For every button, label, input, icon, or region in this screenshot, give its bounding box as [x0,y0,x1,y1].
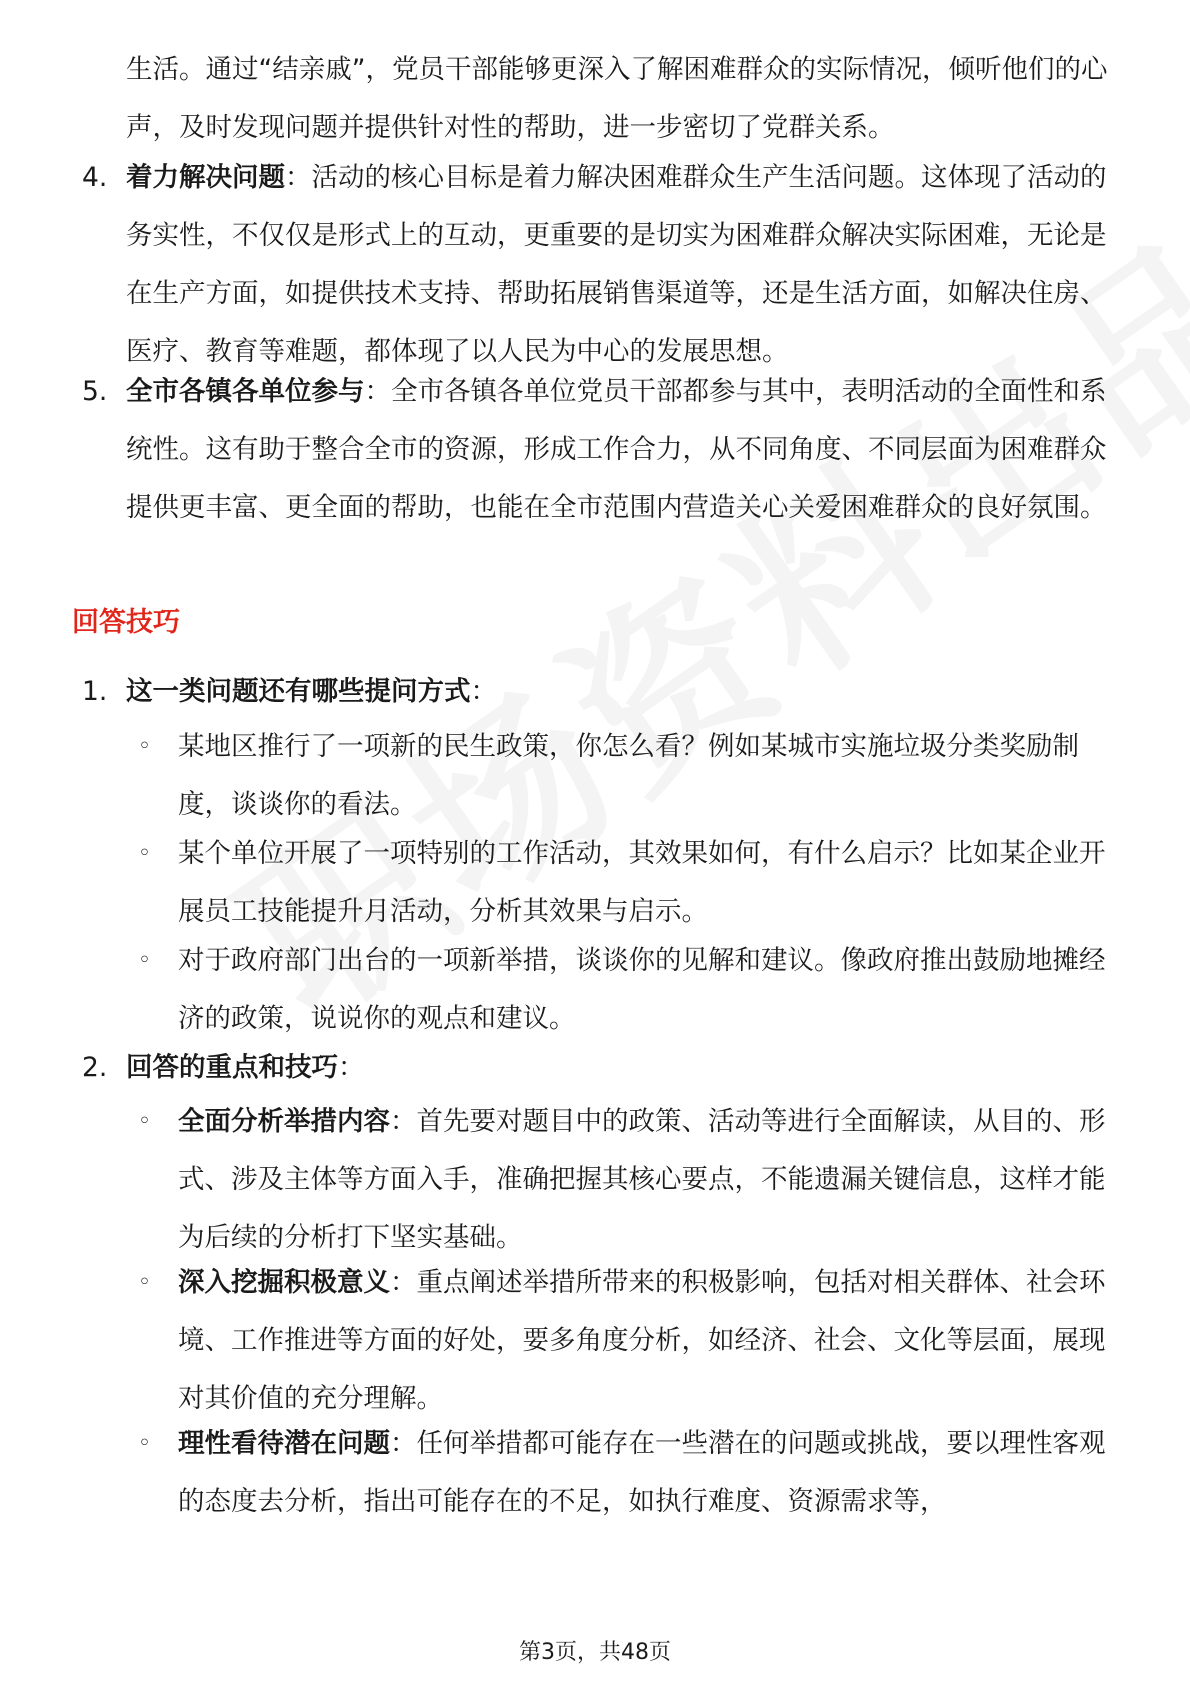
list-item-4 [82,149,1116,381]
sub-item-text: ：首先要对题目中的政策、活动等进行全面解读，从目的、形式、涉及主体等方面入手，准确把握其核心要点，不能遗漏关键信息，这样才能为后续的分析打下坚实基础。 [178,1106,1106,1253]
list-number: 5. [82,376,108,407]
sub-item-bold-label: 全面分析举措内容 [178,1106,390,1137]
sub-item-text: ：任何举措都可能存在一些潜在的问题或挑战，要以理性客观的态度去分析，指出可能存在的不足，如执行难度、资源需求等， [178,1428,1106,1517]
item-text: ：活动的核心目标是着力解决困难群众生产生活问题。这体现了活动的务实性，不仅仅是形式上的互动，更重要的是切实为困难群众解决实际困难，无论是在生产方面，如提供技术支持、帮助拓展销售渠道等，还是生活方面，如解决住房、医疗、教育等难题，都体现了以人民为中心的发展思想。 [126,162,1107,367]
sub-item-bold-label: 深入挖掘积极意义 [178,1267,390,1298]
tip-item-1 [82,663,1116,721]
list-number: 4. [82,162,108,193]
sub-item [138,1415,1116,1531]
sub-item-text: ：重点阐述举措所带来的积极影响，包括对相关群体、社会环境、工作推进等方面的好处，要多角度分析，如经济、社会、文化等层面，展现对其价值的充分理解。 [178,1267,1106,1414]
item-bold-label: 回答的重点和技巧 [126,1052,338,1083]
list-number: 1. [82,676,108,707]
page-footer: 第3页，共48页 [519,1640,671,1665]
list-number: 2. [82,1052,108,1083]
sub-item [138,1093,1116,1267]
sub-item-text: 某地区推行了一项新的民生政策，你怎么看？例如某城市实施垃圾分类奖励制度，谈谈你的看法。 [178,731,1079,820]
item-bold-label: 全市各镇各单位参与 [126,376,365,407]
bullet-icon: ◦ [138,841,151,866]
sub-item [138,1254,1116,1428]
continuation-paragraph: 生活。通过“结亲戚”，党员干部能够更深入了解困难群众的实际情况，倾听他们的心声，及时发现问题并提供针对性的帮助，进一步密切了党群关系。 [126,54,1108,143]
bullet-icon: ◦ [138,734,151,759]
bullet-icon: ◦ [138,948,151,973]
item-text: ： [470,676,497,707]
sub-item-bold-label: 理性看待潜在问题 [178,1428,390,1459]
bullet-icon: ◦ [138,1431,151,1456]
bullet-icon: ◦ [138,1109,151,1134]
tip-item-2 [82,1039,1116,1097]
sub-item [138,932,1116,1048]
sub-item [138,718,1116,834]
sub-item [138,825,1116,941]
item-bold-label: 这一类问题还有哪些提问方式 [126,676,471,707]
section-heading: 回答技巧 [72,607,180,638]
item-text: ：全市各镇各单位党员干部都参与其中，表明活动的全面性和系统性。这有助于整合全市的资源，形成工作合力，从不同角度、不同层面为困难群众提供更丰富、更全面的帮助，也能在全市范围内营造关心关爱困难群众的良好氛围。 [126,376,1107,523]
sub-item-text: 对于政府部门出台的一项新举措，谈谈你的见解和建议。像政府推出鼓励地摊经济的政策，说说你的观点和建议。 [178,945,1106,1034]
item-bold-label: 着力解决问题 [126,162,285,193]
sub-item-text: 某个单位开展了一项特别的工作活动，其效果如何，有什么启示？比如某企业开展员工技能提升月活动，分析其效果与启示。 [178,838,1106,927]
item-text: ： [338,1052,365,1083]
list-item-5 [82,363,1116,537]
bullet-icon: ◦ [138,1270,151,1295]
